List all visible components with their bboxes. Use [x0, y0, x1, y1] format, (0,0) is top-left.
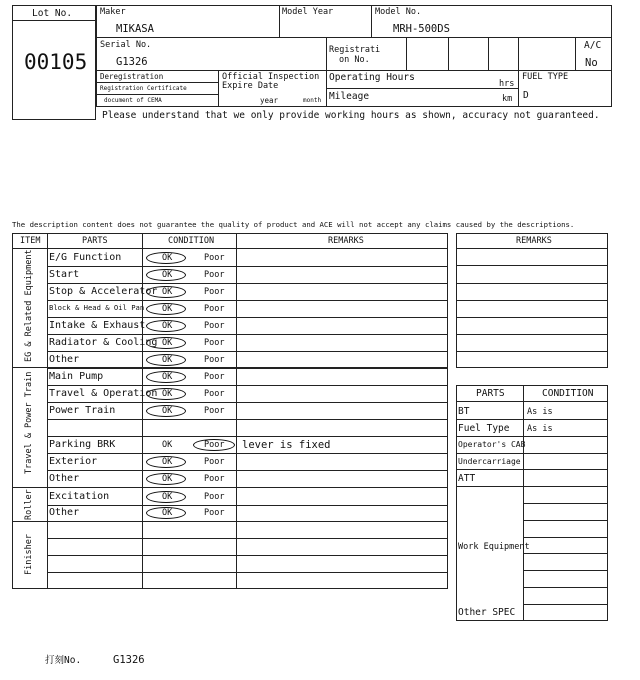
right-condition-value: As is	[527, 424, 553, 434]
group-label-eg: EG & Related Equipment	[24, 249, 34, 362]
ok-option[interactable]: OK	[162, 304, 173, 314]
poor-option[interactable]: Poor	[204, 457, 225, 467]
ok-option[interactable]: OK	[162, 253, 173, 263]
dereg-label: Deregistration	[100, 72, 164, 81]
group-label-finisher: Finisher	[24, 534, 34, 575]
right-part-label: Undercarriage	[458, 457, 521, 466]
table-row	[47, 454, 448, 471]
model-year-label: Model Year	[282, 7, 334, 17]
ok-option[interactable]: OK	[162, 338, 173, 348]
right-parts-header: PARTS	[476, 388, 505, 399]
poor-option[interactable]: Poor	[204, 355, 225, 365]
right-part-label: Fuel Type	[458, 423, 510, 434]
table-row	[47, 505, 448, 522]
right-condition-header: CONDITION	[542, 388, 594, 399]
ok-selected-oval	[146, 269, 186, 281]
right-part-label: BT	[458, 406, 470, 417]
part-label: Exterior	[49, 456, 98, 467]
table-row	[47, 267, 448, 284]
ok-option[interactable]: OK	[162, 508, 173, 518]
poor-option[interactable]: Poor	[204, 304, 225, 314]
fuel-type-label: FUEL TYPE	[522, 72, 569, 82]
poor-option[interactable]: Poor	[204, 492, 225, 502]
ok-option[interactable]: OK	[162, 406, 173, 416]
part-label: Main Pump	[49, 371, 104, 382]
registration-label-2: on No.	[339, 55, 370, 65]
part-label: Parking BRK	[49, 439, 116, 450]
remark-text: lever is fixed	[242, 439, 331, 451]
col-parts-header: PARTS	[82, 236, 108, 246]
reg-cert-label: Registration Certificate	[100, 85, 187, 92]
poor-option[interactable]: Poor	[204, 508, 225, 518]
ok-selected-oval	[146, 371, 186, 383]
lot-no-value: 00105	[24, 50, 88, 74]
part-label: E/G Function	[49, 252, 122, 263]
inspection-label-1: Official Inspection	[222, 72, 320, 82]
maker-value: MIKASA	[116, 23, 154, 35]
group-label-roller: Roller	[24, 489, 34, 520]
serial-value: G1326	[116, 56, 148, 68]
month-label: month	[303, 97, 322, 104]
other-spec-label: Other SPEC	[458, 607, 516, 618]
poor-option[interactable]: Poor	[204, 474, 225, 484]
poor-selected-oval	[193, 439, 235, 451]
poor-option[interactable]: Poor	[204, 389, 225, 399]
ok-selected-oval	[146, 456, 186, 468]
operating-hours-label: Operating Hours	[329, 72, 415, 83]
table-row	[47, 420, 448, 437]
ok-selected-oval	[146, 405, 186, 417]
inspection-label-2: Expire Date	[222, 81, 279, 91]
part-label: Power Train	[49, 405, 116, 416]
registration-label-1: Registrati	[329, 45, 381, 55]
serial-label: Serial No.	[100, 40, 152, 50]
ok-selected-oval	[146, 252, 186, 264]
poor-option[interactable]: Poor	[204, 287, 225, 297]
part-label: Block & Head & Oil Pan	[49, 303, 145, 312]
model-no-value: MRH-500DS	[393, 23, 450, 35]
part-label: Start	[49, 269, 80, 280]
table-row	[47, 352, 448, 369]
part-label: Stop & Accelerator	[49, 286, 158, 297]
poor-option[interactable]: Poor	[204, 406, 225, 416]
part-label: Other	[49, 354, 80, 365]
col-item-header: ITEM	[20, 236, 41, 246]
ok-option[interactable]: OK	[162, 492, 173, 502]
table-row	[47, 471, 448, 488]
right-part-label: ATT	[458, 473, 476, 484]
fuel-type-value: D	[523, 90, 529, 101]
model-no-label: Model No.	[375, 7, 422, 17]
year-label: year	[260, 96, 279, 105]
ok-option[interactable]: OK	[162, 372, 173, 382]
col-condition-header: CONDITION	[168, 236, 215, 246]
part-label: Excitation	[49, 491, 110, 502]
hours-note: Please understand that we only provide working hours as shown, accuracy not guaranteed.	[102, 110, 600, 121]
ok-selected-oval	[146, 303, 186, 315]
ok-option[interactable]: OK	[162, 270, 173, 280]
right-remarks-header: REMARKS	[516, 236, 552, 246]
ok-option[interactable]: OK	[162, 321, 173, 331]
cema-label: document of CEMA	[104, 97, 162, 104]
stamp-value: G1326	[113, 654, 145, 666]
table-row	[47, 369, 448, 386]
part-label: Travel & Operation	[49, 388, 158, 399]
ac-label: A/C	[584, 40, 602, 51]
hrs-label: hrs	[499, 79, 515, 89]
work-equipment-label: Work Equipment	[458, 542, 530, 552]
ok-selected-oval	[146, 320, 186, 332]
part-label: Radiator & Cooling	[49, 337, 158, 348]
poor-option[interactable]: Poor	[204, 270, 225, 280]
right-condition-value: As is	[527, 407, 553, 417]
poor-option[interactable]: Poor	[204, 321, 225, 331]
km-label: km	[502, 94, 513, 104]
poor-option[interactable]: Poor	[204, 440, 225, 450]
part-label: Intake & Exhaust	[49, 320, 146, 331]
ok-option[interactable]: OK	[162, 287, 173, 297]
lot-no-label: Lot No.	[32, 8, 73, 19]
part-label: Other	[49, 507, 80, 518]
ok-option[interactable]: OK	[162, 474, 173, 484]
poor-option[interactable]: Poor	[204, 338, 225, 348]
ok-option[interactable]: OK	[162, 355, 173, 365]
poor-option[interactable]: Poor	[204, 372, 225, 382]
ok-option[interactable]: OK	[162, 457, 173, 467]
part-label: Other	[49, 473, 80, 484]
ac-value: No	[585, 57, 598, 69]
ok-selected-oval	[146, 354, 186, 366]
right-part-label: Operator's CAB	[458, 440, 526, 449]
ok-option[interactable]: OK	[162, 440, 173, 450]
ok-selected-oval	[146, 473, 186, 485]
disclaimer: The description content does not guarantee the quality of product and ACE will not accept any claims caused by the descriptions.	[12, 220, 575, 229]
poor-option[interactable]: Poor	[204, 253, 225, 263]
col-remarks-header: REMARKS	[328, 236, 364, 246]
mileage-label: Mileage	[329, 91, 370, 102]
group-label-travel: Travel & Power Train	[24, 371, 34, 474]
ok-selected-oval	[146, 507, 186, 519]
stamp-label: 打刻No.	[45, 655, 82, 666]
maker-label: Maker	[100, 7, 126, 17]
ok-selected-oval	[146, 388, 186, 400]
ok-selected-oval	[146, 286, 186, 298]
ok-selected-oval	[146, 337, 186, 349]
ok-selected-oval	[146, 491, 186, 503]
ok-option[interactable]: OK	[162, 389, 173, 399]
